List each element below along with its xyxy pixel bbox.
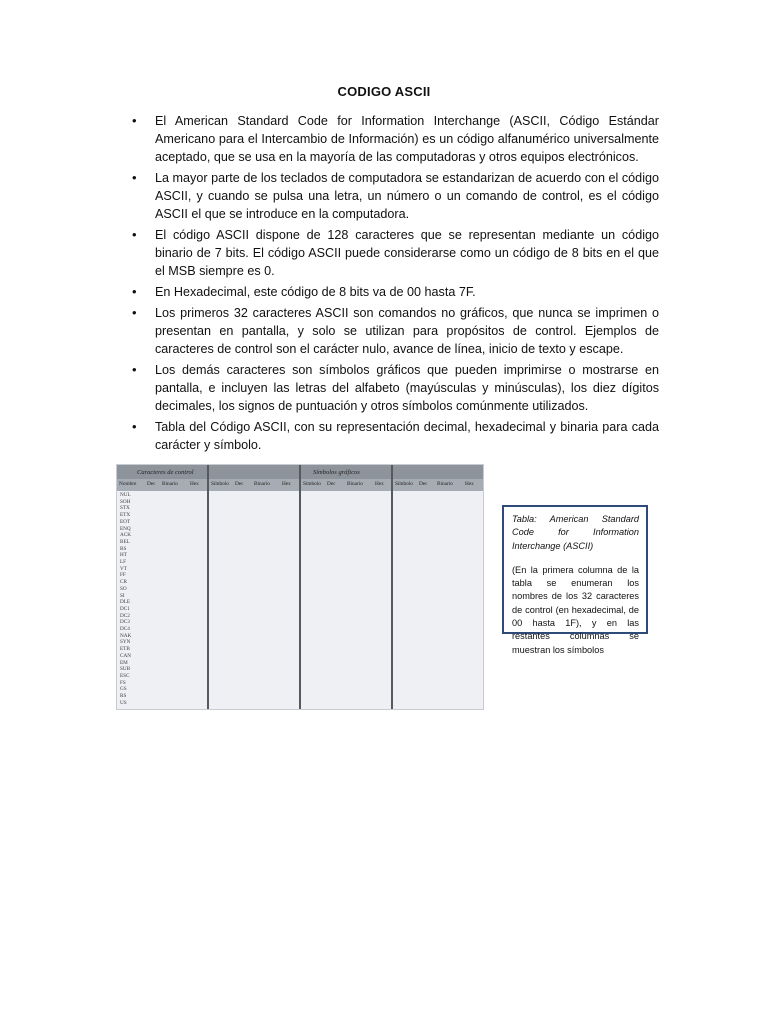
table-header-cell: Hex <box>282 481 291 487</box>
table-header-cell: Binario <box>254 481 270 487</box>
ascii-table-image <box>116 464 484 710</box>
bullet-text: El código ASCII dispone de 128 caracteres que se representan mediante un código binario de 7 bits. El código ASCII puede considerarse como un código de 8 bits en el que el MSB siempre es 0. <box>155 228 659 278</box>
control-name-cell: EM <box>120 659 128 666</box>
bullet-glyph: • <box>132 305 137 320</box>
control-name-cell: SI <box>120 592 125 599</box>
control-name-cell: SOH <box>120 498 131 505</box>
control-name-cell: DC1 <box>120 605 130 612</box>
bullet-list <box>131 112 659 457</box>
table-header-cell: Dec <box>419 481 428 487</box>
control-name-cell: EOT <box>120 518 131 525</box>
bullet-glyph: • <box>132 284 137 299</box>
table-header-cell: Dec <box>235 481 244 487</box>
table-header-cell: Hex <box>375 481 384 487</box>
control-names-column <box>120 492 131 707</box>
table-header-cell: Binario <box>347 481 363 487</box>
table-caption-box <box>502 505 648 655</box>
caption-title: Tabla: American Standard Code for Information Interchange (ASCII) <box>512 514 639 551</box>
control-name-cell: NUL <box>120 492 131 498</box>
control-name-cell: DC2 <box>120 612 130 619</box>
bullet-item <box>131 226 659 280</box>
control-name-cell: RS <box>120 693 127 700</box>
table-header-cell: Binario <box>437 481 453 487</box>
control-name-cell: ACK <box>120 532 131 539</box>
table-column-divider <box>207 465 209 709</box>
control-name-cell: HT <box>120 552 127 559</box>
control-name-cell: ETX <box>120 512 131 519</box>
control-name-cell: GS <box>120 686 127 693</box>
control-name-cell: ENQ <box>120 525 131 532</box>
table-header-cell: Binario <box>162 481 178 487</box>
control-name-cell: VT <box>120 565 127 572</box>
control-name-cell: DLE <box>120 599 131 606</box>
control-name-cell: BEL <box>120 538 130 545</box>
table-column-divider <box>299 465 301 709</box>
table-header-cell: Dec <box>327 481 336 487</box>
table-group-graphic-label: Símbolos gráficos <box>313 469 360 476</box>
bullet-text: Tabla del Código ASCII, con su representación decimal, hexadecimal y binaria para cada carácter y símbolo. <box>155 420 659 452</box>
bullet-text: La mayor parte de los teclados de computadora se estandarizan de acuerdo con el código ASCII, y cuando se pulsa una letra, un número o un comando de control, es el código ASCII el que se introduce en la computadora. <box>155 171 659 221</box>
bullet-glyph: • <box>132 419 137 434</box>
bullet-item <box>131 112 659 166</box>
bullet-text: Los primeros 32 caracteres ASCII son comandos no gráficos, que nunca se imprimen o presentan en pantalla, y solo se utilizan para propósitos de control. Ejemplos de caracteres de control son el carácter nulo, avance de línea, inicio de texto y escape. <box>155 306 659 356</box>
bullet-item <box>131 418 659 454</box>
control-name-cell: STX <box>120 505 130 512</box>
table-header-cell: Símbolo <box>395 481 413 487</box>
bullet-text: Los demás caracteres son símbolos gráficos que pueden imprimirse o mostrarse en pantalla, e incluyen las letras del alfabeto (mayúsculas y minúsculas), los diez dígitos decimales, los signos de puntuación y otros símbolos comúnmente utilizados. <box>155 363 659 413</box>
control-name-cell: SUB <box>120 666 131 673</box>
control-name-cell: NAK <box>120 632 132 639</box>
bullet-item <box>131 361 659 415</box>
caption-body: (En la primera columna de la tabla se enumeran los nombres de los 32 caracteres de control (en hexadecimal, de 00 hasta 1F), y en las restantes columnas se muestran los símbolos <box>512 564 639 655</box>
control-name-cell: US <box>120 699 127 706</box>
control-name-cell: DC4 <box>120 626 130 633</box>
control-name-cell: CR <box>120 579 127 586</box>
table-header-cell: Símbolo <box>303 481 321 487</box>
control-name-cell: FS <box>120 679 126 686</box>
control-name-cell: CAN <box>120 652 131 659</box>
bullet-item <box>131 304 659 358</box>
table-group-control-label: Caracteres de control <box>137 469 194 476</box>
control-name-cell: SO <box>120 585 127 592</box>
bullet-glyph: • <box>132 170 137 185</box>
table-header-cell: Símbolo <box>211 481 229 487</box>
table-header-cell: Hex <box>465 481 474 487</box>
control-name-cell: ETB <box>120 646 130 653</box>
table-header-cell: Dec <box>147 481 156 487</box>
bullet-item <box>131 283 659 301</box>
control-name-cell: DC3 <box>120 619 130 626</box>
control-name-cell: SYN <box>120 639 131 646</box>
bullet-text: En Hexadecimal, este código de 8 bits va de 00 hasta 7F. <box>155 285 476 299</box>
bullet-item <box>131 169 659 223</box>
bullet-glyph: • <box>132 113 137 128</box>
control-name-cell: ESC <box>120 672 130 679</box>
control-name-cell: BS <box>120 545 127 552</box>
document-title: CODIGO ASCII <box>337 84 431 99</box>
control-name-cell: LF <box>120 559 127 566</box>
table-header-cell: Hex <box>190 481 199 487</box>
bullet-text: El American Standard Code for Information Interchange (ASCII, Código Estándar Americano para el Intercambio de Información) es un código alfanumérico universalmente aceptado, que se usa en la mayoría de las computadoras y otros equipos electrónicos. <box>155 114 659 164</box>
control-name-cell: FF <box>120 572 126 579</box>
table-header-cell: Nombre <box>119 481 137 487</box>
bullet-glyph: • <box>132 362 137 377</box>
table-column-divider <box>391 465 393 709</box>
bullet-glyph: • <box>132 227 137 242</box>
